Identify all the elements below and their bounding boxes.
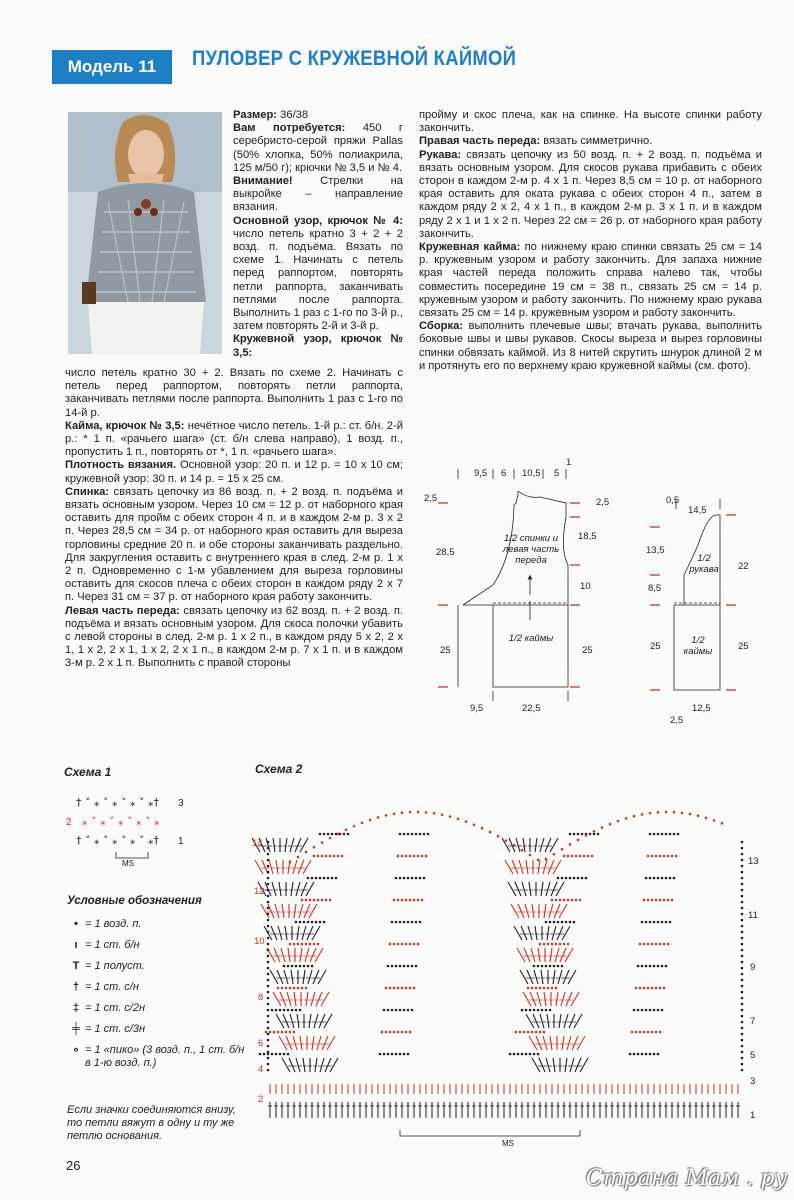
text-column-a	[233, 109, 403, 360]
schema2-row-11: 11	[748, 910, 758, 921]
schema2-row-14: 14	[252, 838, 263, 849]
dim-right-2: 10	[580, 581, 591, 592]
schema2-row-5: 5	[750, 1050, 756, 1061]
dim-bottom-right-h: 25	[582, 645, 593, 656]
paragraph-sleeves: Рукава: связать цепочку из 50 возд. п. + 2 возд. п. подъёма и вязать основным узором. Для скосов рукава прибавить с обеих сторон в каждом 2-м р. 4 x 1 п. Через 8,5 см = 10 р. от наборного края оставить для оката рукава с обеих сторон 4 п., затем в каждом ряду 2 x 2, 4 x 1 п., в каждом 2-м р. 3 x 1 п. и в каждом ряду 2 x 1 и 1 x 2 п. Через 22 см = 26 р. от наборного края работу закончить.	[419, 148, 762, 240]
label-border-sleeve: 1/2 каймы	[683, 635, 713, 657]
dim-right-1: 18,5	[578, 531, 597, 542]
schema2-row-12: 12	[254, 886, 265, 897]
page-number: 26	[66, 1158, 81, 1173]
paragraph-lace-border: Кружевная кайма: по нижнему краю спинки связать 25 см = 14 р. кружевным узором и работу закончить. Для запаха нижние края частей переда положить справа налево так, чтобы совместить посередине 19 см = 38 п., связать 25 см = 14 р. кружевным узором и работу закончить. По нижнему краю рукава связать 25 см = 14 р. кружевным узором и работу закончить.	[419, 241, 762, 320]
paragraph-attention: Внимание! Стрелки на выкройке – направление вязания.	[233, 175, 403, 214]
schema1-chart	[64, 786, 204, 866]
sleeve-bottom-width: 12,5	[692, 703, 711, 714]
dim-bottom-0: 9,5	[470, 703, 484, 714]
legend-item: ╪ = 1 ст. с/3н	[72, 1023, 146, 1035]
sleeve-h-left: 25	[650, 641, 661, 652]
sleeve-top-small: 0,5	[666, 495, 680, 506]
label-back-front: 1/2 спинки и левая часть переда	[502, 533, 560, 566]
schema1-title: Схема 1	[64, 765, 112, 779]
schema2-row-3: 3	[750, 1076, 756, 1087]
paragraph-materials: Вам потребуется: 450 г серебристо-серой пряжи Pallas (50% хлопка, 50% полиакрила, 125 м/50 г); крючки № 3,5 и № 4.	[233, 122, 403, 174]
sleeve-bottom-left: 2,5	[670, 715, 684, 725]
paragraph-continued: пройму и скос плеча, как на спинке. На высоте спинки работу закончить.	[419, 109, 762, 135]
schema2-ms: MS	[502, 1139, 514, 1148]
schema2-row-6: 6	[258, 1038, 264, 1049]
sleeve-pattern-diagram	[642, 485, 762, 725]
dim-top-1: 6	[501, 468, 507, 479]
sleeve-right-h: 22	[738, 561, 749, 572]
legend-note: Если значки соединяются внизу, то петли вяжут в одну и ту же петлю основания.	[67, 1104, 236, 1142]
paragraph-size: Размер: 36/38	[233, 109, 309, 121]
schema2-fans	[252, 811, 743, 1118]
schema2-row-7: 7	[750, 1016, 756, 1027]
schema2-row-2: 2	[258, 1094, 264, 1105]
schema2-title: Схема 2	[255, 762, 303, 776]
dim-height-left: 28,5	[436, 547, 455, 558]
dim-bottom-left-h: 25	[440, 645, 451, 656]
schema1-row-2: 2	[66, 817, 72, 828]
legend-item: † = 1 ст. с/н	[72, 981, 139, 993]
label-border-body: 1/2 каймы	[508, 633, 554, 644]
dim-right-top: 2,5	[596, 497, 610, 508]
model-label: Модель 11	[52, 50, 172, 84]
legend-item: ‡ = 1 ст. с/2н	[72, 1002, 146, 1014]
page-title: ПУЛОВЕР С КРУЖЕВНОЙ КАЙМОЙ	[192, 47, 517, 70]
schema2-row-10: 10	[254, 936, 265, 947]
schema2-row-13: 13	[748, 856, 759, 867]
paragraph-main-pattern: Основной узор, крючок № 4: число петель кратно 3 + 2 + 2 возд. п. подъёма. Вязать по схеме 1. Начинать с петель перед раппортом, повторять петли раппорта, заканчивать петлями после раппорта. Выполнить 1 раз с 1-го по 3-й р., затем повторять 2-й и 3-й р.	[233, 214, 403, 333]
legend	[67, 895, 247, 1078]
dim-left-top: 2,5	[424, 493, 438, 504]
schema1-row-1: 1	[178, 836, 184, 847]
sleeve-left-2: 8,5	[648, 583, 662, 594]
text-column-a2	[65, 367, 403, 671]
watermark: Страна Мам . ру	[586, 1166, 788, 1191]
legend-item: T = 1 полуст.	[72, 960, 145, 972]
schema2-row-8: 8	[258, 992, 264, 1003]
dim-top-3: 5	[554, 468, 560, 479]
svg-text:† ˅ ⁎ ˅ ⁎ ˅ ⁎ ˅ ⁎†: † ˅ ⁎ ˅ ⁎ ˅ ⁎ ˅ ⁎†	[76, 834, 159, 847]
dim-top-0: 9,5	[474, 468, 488, 479]
schema2-row-1: 1	[750, 1110, 756, 1121]
paragraph-lace: число петель кратно 30 + 2. Вязать по схеме 2. Начинать с петель перед раппортом, повторять петли раппорта, заканчивать петлями после раппорта. Выполнить 1 раз с 1-го по 14-й р.	[65, 367, 403, 419]
schema1-ms: MS	[122, 859, 134, 866]
paragraph-lace-heading: Кружевной узор, крючок № 3,5:	[233, 333, 403, 359]
paragraph-left-front: Левая часть переда: связать цепочку из 62 возд. п. + 2 возд. п. подъёма и вязать основным узором. Для скоса полочки убавить с левой стороны в след. 2-м р. 1 x 2 п., в каждом ряду 5 x 2, 2 x 1, 1 x 2, 2 x 1, 1 x 2, 2 x 1 п., в каждом 2-м р. 7 x 1 п. и в каждом 3-м р. 2 x 1 п. Выполнить с правой стороны	[65, 604, 403, 670]
label-sleeve: 1/2 рукава	[689, 553, 719, 575]
model-photo-illustration	[68, 112, 222, 354]
body-pattern-diagram	[418, 455, 618, 725]
paragraph-gauge: Плотность вязания. Основной узор: 20 п. и 12 р. = 10 x 10 см; кружевной узор: 30 п. и 14 р. = 15 x 25 см.	[65, 459, 404, 485]
paragraph-assembly: Сборка: выполнить плечевые швы; втачать рукава, выполнить боковые швы и швы рукавов. Скосы выреза и вырез горловины спинки обвязать каймой. Из 8 нитей скрутить шнурок длиной 2 м и протянуть его по верхнему краю кружевной каймы (см. фото).	[419, 320, 762, 372]
svg-text:⁎ ˅ ⁎ ˅ ⁎ ˅ ⁎ ˅ ⁎: ⁎ ˅ ⁎ ˅ ⁎ ˅ ⁎ ˅ ⁎	[82, 815, 160, 828]
sleeve-h-right: 25	[738, 641, 749, 652]
legend-item: ∘ = 1 «пико» (3 возд. п., 1 ст. б/н в 1-ю возд. п.)	[72, 1044, 245, 1069]
paragraph-back: Спинка: связать цепочку из 86 возд. п. + 2 возд. п. подъёма и вязать основным узором. Через 10 см = 12 р. от наборного края оставить для пройм с обеих сторон 4 п. и в каждом 2-м р. 3 x 2 п. Через 28,5 см = 34 р. от наборного края оставить для выреза горловины средние 20 п. и обе стороны заканчивать раздельно. Для закругления оставить с внутреннего края в след. 2-м р. 1 x 2 п. Одновременно с 1-м убавлением для выреза горловины оставить для скосов плеча с обеих сторон в каждом ряду 2 x 7 п. Через 31 см = 37 р. от наборного края работу закончить.	[65, 485, 403, 604]
schema2-chart	[250, 772, 770, 1152]
schema1-row-3: 3	[178, 798, 184, 809]
dim-bottom-1: 22,5	[522, 703, 541, 714]
svg-text:† ˅ ⁎ ˅ ⁎ ˅ ⁎ ˅ ⁎†: † ˅ ⁎ ˅ ⁎ ˅ ⁎ ˅ ⁎†	[76, 796, 159, 809]
legend-item: ı = 1 ст. б/н	[74, 939, 140, 951]
text-column-b	[419, 109, 762, 373]
schema2-row-4: 4	[258, 1064, 264, 1075]
dim-top-2: 10,5	[522, 468, 541, 479]
dim-top-4: 1	[566, 457, 572, 468]
legend-item: • = 1 возд. п.	[74, 918, 142, 930]
legend-title: Условные обозначения	[67, 895, 202, 907]
sleeve-left-1: 13,5	[646, 545, 665, 556]
paragraph-border: Кайма, крючок № 3,5: нечётное число петель. 1-й р.: ст. б/н. 2-й р.: * 1 п. «рачьего шага» (ст. б/н слева направо), 1 возд. п., пропустить 1 п., повторять от *, 1 п. «рачьего шага».	[65, 419, 403, 459]
paragraph-right-front: Правая часть переда: вязать симметрично.	[419, 135, 653, 148]
sleeve-top-width: 14,5	[688, 505, 707, 516]
schema2-row-9: 9	[750, 962, 756, 973]
model-photo	[68, 112, 222, 354]
